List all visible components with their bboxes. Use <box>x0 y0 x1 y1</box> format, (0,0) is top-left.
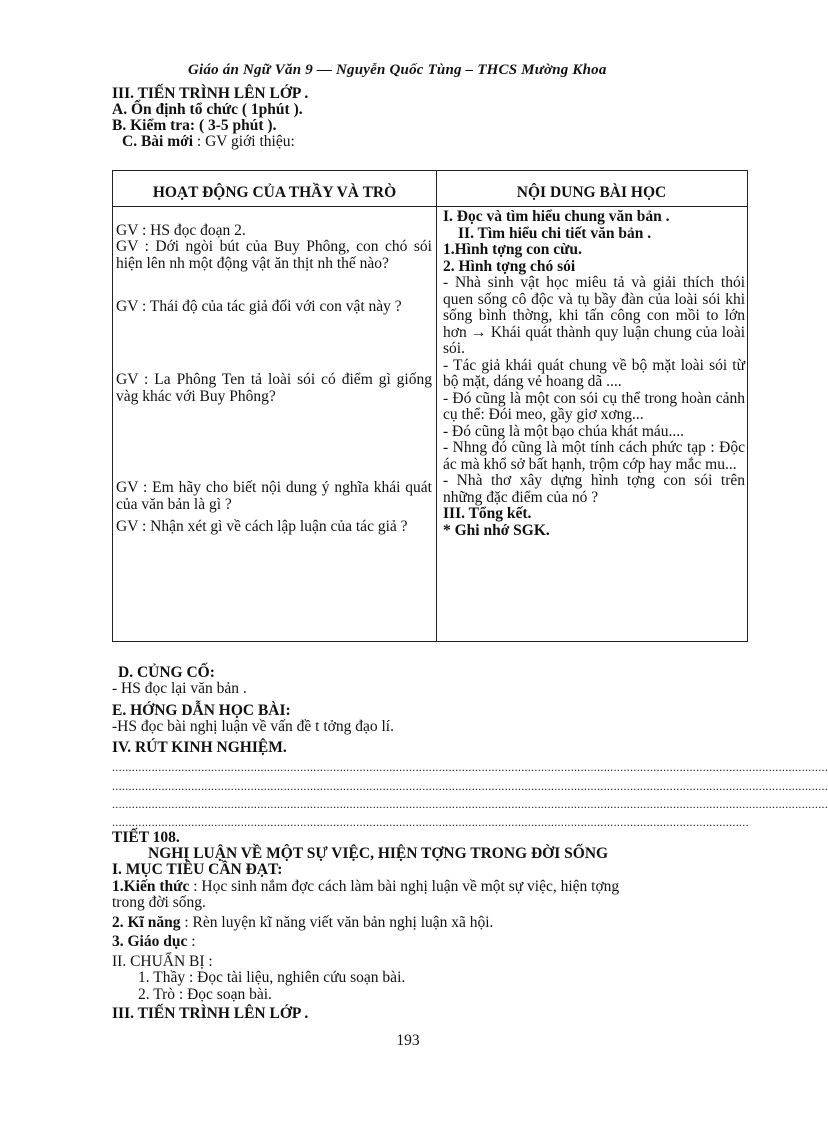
objective-education <box>112 934 196 950</box>
section-d-body: - HS đọc lại văn bản . <box>112 680 247 697</box>
objective-knowledge <box>112 879 619 895</box>
content-item: - Đó cũng là một bạo chúa khát máu.... <box>443 422 685 440</box>
section-e-body: -HS đọc bài nghị luận về vấn đề t tởng đạo lí. <box>112 718 394 735</box>
section-b-title: B. Kiểm tra: ( 3-5 phút ). <box>112 117 277 134</box>
content-item: - Nhng đó cũng là một tính cách phức tạp : Độc ác mà khổ sở bất hạnh, trộm cớp hay mắc mu... <box>443 439 745 473</box>
table-header-divider <box>113 206 747 207</box>
section-d-title: D. CỦNG CỐ: <box>118 664 215 681</box>
section-c-line <box>122 134 295 150</box>
section-a-title: A. Ổn định tổ chức ( 1phút ). <box>112 101 303 118</box>
activity-item: GV : Dới ngòi bút của Buy Phông, con chó sói hiện lên nh một động vật ăn thịt nh thế nào? <box>116 238 432 272</box>
preparation-item: 2. Trò : Đọc soạn bài. <box>138 986 272 1003</box>
lesson-title: NGHỊ LUẬN VỀ MỘT SỰ VIỆC, HIỆN TỢNG TRONG ĐỜI SỐNG <box>148 845 609 862</box>
objectives-title: I. MỤC TIÊU CẦN ĐẠT: <box>112 861 283 878</box>
content-item: - Tác giả khái quát chung về bộ mặt loài sói từ bộ mặt, dáng vẻ hoang dã .... <box>443 356 745 390</box>
dotted-line: ......................................................................................................................................................................................................................... <box>112 760 828 774</box>
objective-knowledge-label: 1.Kiến thức <box>112 878 190 895</box>
objective-knowledge-cont: trong đời sống. <box>112 894 206 911</box>
activity-column <box>113 209 436 639</box>
dotted-line: ................................................................................................................................................................................................. <box>112 815 749 829</box>
dotted-line: ......................................................................................................................................................................................................................... <box>112 797 828 811</box>
section-c-label: C. Bài mới <box>122 133 194 150</box>
section-e-title: E. HỚNG DẪN HỌC BÀI: <box>112 702 291 719</box>
content-item: - Nhà thơ xây dựng hình tợng con sói trên những đặc điểm của nó ? <box>443 472 745 506</box>
preparation-item: 1. Thầy : Đọc tài liệu, nghiên cứu soạn bài. <box>138 969 406 986</box>
section-iv-title: IV. RÚT KINH NGHIỆM. <box>112 739 287 756</box>
content-column <box>443 209 745 539</box>
content-item: - Đó cũng là một con sói cụ thể trong hoàn cảnh cụ thể: Đói meo, gầy giơ xơng... <box>443 389 745 423</box>
lesson-table <box>112 170 748 642</box>
activity-item: GV : La Phông Ten tả loài sói có điểm gì giống vàg khác với Buy Phông? <box>116 371 432 405</box>
content-heading: I. Đọc và tìm hiểu chung văn bản . <box>443 208 670 225</box>
objective-education-label: 3. Giáo dục <box>112 933 188 950</box>
activity-item: GV : Thái độ của tác giả đối với con vật này ? <box>116 298 402 315</box>
dotted-line: ......................................................................................................................................................................................................................... <box>112 779 828 793</box>
preparation-title: II. CHUẨN BỊ : <box>112 953 213 970</box>
content-heading: * Ghi nhớ SGK. <box>443 521 550 539</box>
section-iii-title-2: III. TIẾN TRÌNH LÊN LỚP . <box>112 1005 309 1022</box>
content-heading: II. Tìm hiểu chi tiết văn bản . <box>458 224 652 242</box>
objective-education-text: : <box>187 933 196 950</box>
objective-skill-label: 2. Kĩ năng <box>112 914 181 931</box>
section-iii-title: III. TIẾN TRÌNH LÊN LỚP . <box>112 85 309 102</box>
page-header: Giáo án Ngữ Văn 9 — Nguyễn Quốc Tùng – THCS Mường Khoa <box>188 62 607 78</box>
objective-skill <box>112 915 493 931</box>
section-c-text: : GV giới thiệu: <box>193 133 295 150</box>
table-column-divider <box>436 171 437 641</box>
page-number: 193 <box>396 1032 420 1049</box>
activity-item: GV : Em hãy cho biết nội dung ý nghĩa khái quát của văn bản là gì ? <box>116 479 432 513</box>
lesson-number: TIẾT 108. <box>112 829 180 846</box>
content-heading: 2. Hình tợng chó sói <box>443 257 576 275</box>
table-head-right: NỘI DUNG BÀI HỌC <box>516 184 667 201</box>
objective-skill-text: : Rèn luyện kĩ năng viết văn bản nghị luận xã hội. <box>180 914 494 931</box>
content-heading: III. Tổng kết. <box>443 505 532 522</box>
content-heading: 1.Hình tợng con cừu. <box>443 241 582 258</box>
activity-item: GV : HS đọc đoạn 2. <box>116 222 246 239</box>
content-item: - Nhà sinh vật học miêu tả và giải thích thói quen sống cô độc và tụ bầy đàn của loài sói khi sống bình thờng, khi tấn công con mồi to lớn hơn → Khái quát thành quy luận chung của loài sói. <box>443 274 745 357</box>
objective-knowledge-text: : Học sinh nắm đợc cách làm bài nghị luận về một sự việc, hiện tợng <box>189 878 620 895</box>
activity-item: GV : Nhận xét gì về cách lập luận của tác giả ? <box>116 518 408 535</box>
table-head-left: HOẠT ĐỘNG CỦA THẦY VÀ TRÒ <box>152 184 397 201</box>
